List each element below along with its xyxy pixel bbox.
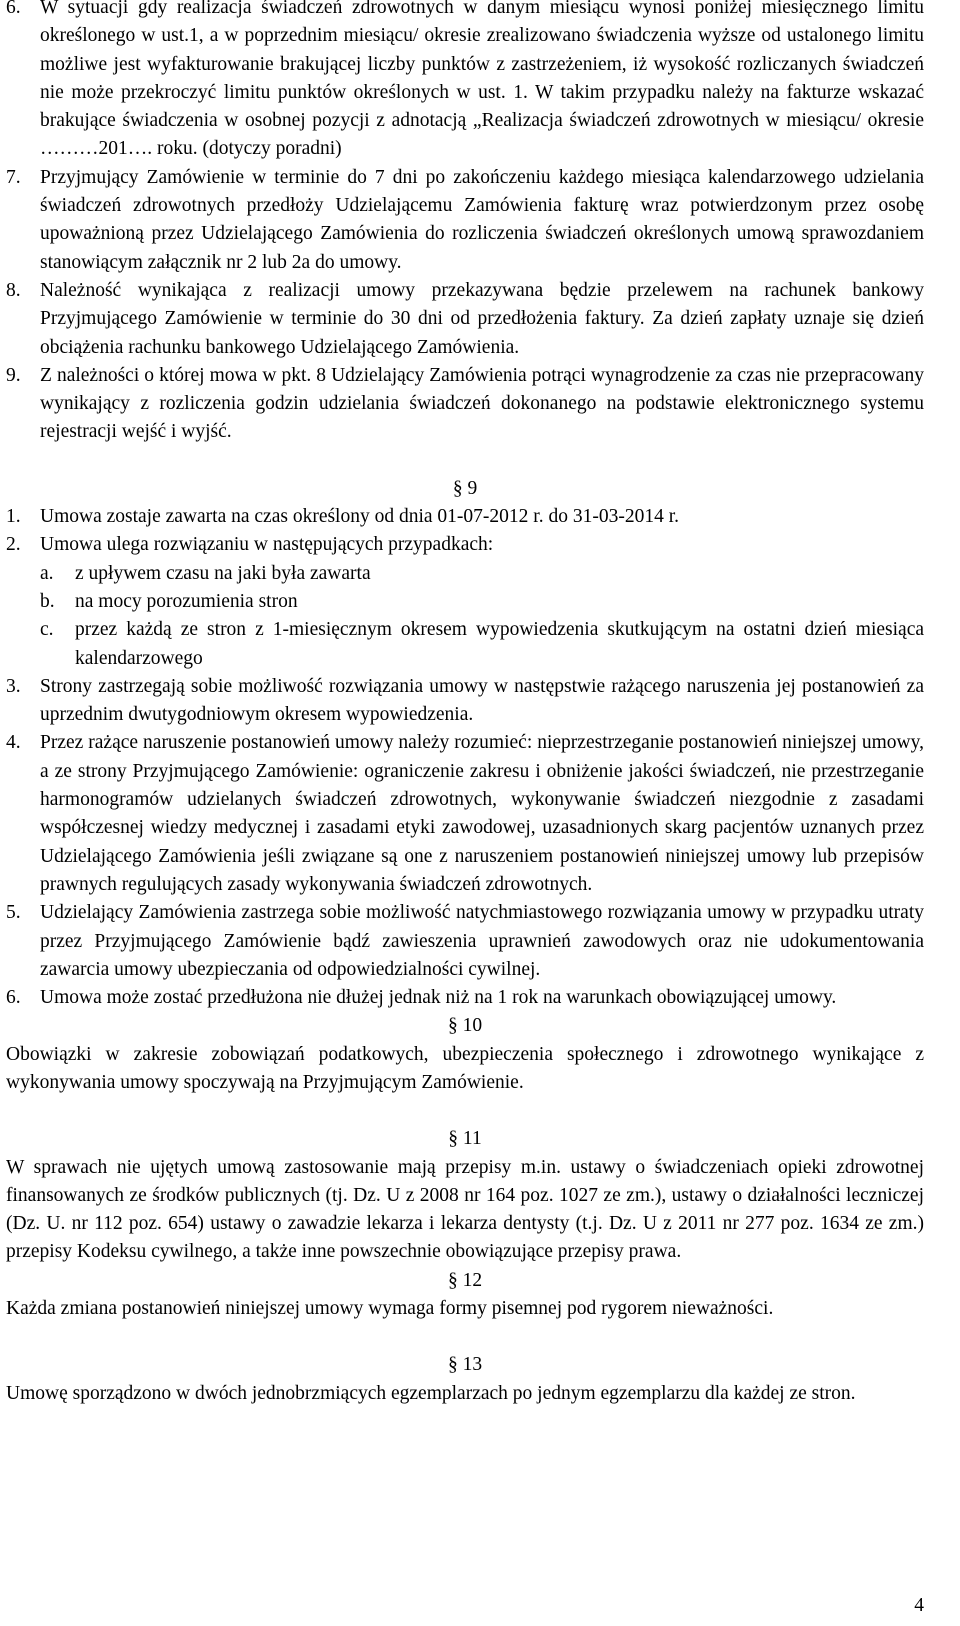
section-number: 11 [462,1128,482,1150]
section-number: 13 [462,1354,483,1376]
list-item [6,362,924,447]
sub-item-text: przez każdą ze stron z 1-miesięcznym okresem wypowiedzenia skutkującym na ostatni dzień miesiąca kalendarzowego [75,619,924,669]
sub-item-letter: b. [40,590,55,612]
list-item [6,164,924,277]
section-11-text: W sprawach nie ujętych umową zastosowanie mają przepisy m.in. ustawy o świadczeniach opieki zdrowotnej finansowanych ze środków publicznych (tj. Dz. U z 2008 nr 164 poz. 1027 ze zm.), ustawy o działalności leczniczej (Dz. U. nr 112 poz. 654) ustawy o zawadzie lekarza i lekarza dentysty (t.j. Dz. U z 2011 nr 277 poz. 1634 ze zm.) przepisy Kodeksu cywilnego, a także inne powszechnie obowiązujące przepisy prawa. [6,1156,924,1263]
sub-list-item [40,560,924,588]
sub-list-item [40,588,924,616]
item-text: Przyjmujący Zamówienie w terminie do 7 dni po zakończeniu każdego miesiąca kalendarzowego udzielania świadczeń zdrowotnych przedłoży Udzielającemu Zamówienia fakturę wraz potwierdzonym przez osobę upoważnioną przez Udzielającego Zamówienia do rozliczenia świadczeń określonych umową sprawozdaniem stanowiącym załącznik nr 2 lub 2a do umowy. [40,166,924,273]
list-item [6,984,924,1012]
spacer [6,447,924,475]
item-text: W sytuacji gdy realizacja świadczeń zdrowotnych w danym miesiącu wynosi poniżej miesięcznego limitu określonego w ust.1, a w poprzednim miesiącu/ okresie zrealizowano świadczenia wyższe od ustalonego limitu możliwe jest wyfakturowanie brakującej liczby punktów z zastrzeżeniem, iż wysokość rozliczanych świadczeń nie może przekroczyć limitu punktów określonych w ust. 1. W takim przypadku należy na fakturze wskazać brakujące świadczenia w osobnej pozycji z adnotacją „Realizacja świadczeń zdrowotnych w miesiącu/ okresie ………201…. roku. (dotyczy poradni) [40,0,924,160]
list-item [6,531,924,559]
list-item [6,673,924,730]
item-text: Z należności o której mowa w pkt. 8 Udzielający Zamówienia potrąci wynagrodzenie za czas nie przepracowany wynikający z rozliczenia godzin udzielania świadczeń dokonanego na podstawie elektronicznego systemu rejestracji wejść i wyjść. [40,364,924,443]
list-item [6,0,924,164]
page-number: 4 [914,1595,924,1616]
item-text: Udzielający Zamówienia zastrzega sobie możliwość natychmiastowego rozwiązania umowy w przypadku utraty przez Przyjmującego Zamówienie bądź zawieszenia uprawnień zawodowych oraz nie udokumentowania zawarcia umowy ubezpieczania od odpowiedzialności cywilnej. [40,902,924,980]
item-text: Umowa ulega rozwiązaniu w następujących przypadkach: [40,534,494,556]
sub-item-letter: a. [40,562,54,584]
section-number: 12 [462,1269,483,1291]
spacer [6,1323,924,1351]
item-number: 6. [6,987,21,1009]
list-item [6,729,924,899]
section-number: 9 [467,477,478,499]
list-item [6,277,924,362]
item-text: Umowa może zostać przedłużona nie dłużej jednak niż na 1 rok na warunkach obowiązującej umowy. [40,987,837,1009]
item-text: Strony zastrzegają sobie możliwość rozwiązania umowy w następstwie rażącego naruszenia jej postanowień za uprzednim dwutygodniowym okresem wypowiedzenia. [40,675,924,726]
sub-list [40,560,924,673]
section-heading-13: § 13 [447,1354,483,1376]
section-heading-11: § 11 [448,1128,482,1150]
item-text: Przez rażące naruszenie postanowień umowy należy rozumieć: nieprzestrzeganie postanowień niniejszej umowy, a ze strony Przyjmującego Zamówienie: ograniczenie zakresu i obniżenie jakości świadczeń, nie przestrzeganie harmonogramów udzielanych świadczeń zdrowotnych, wykonywanie świadczeń niezgodnie z zasadami współczesnej wiedzy medycznej i zasadami etyki zawodowej, uzasadnionych skarg pacjentów uznanych przez Udzielającego Zamówienia jeśli związane są one z naruszeniem postanowień niniejszej umowy lub przepisów prawnych regulujących zasady wykonywania świadczeń zdrowotnych. [40,732,924,895]
spacer [6,1097,924,1125]
list-item [6,503,924,531]
item-number: 3. [6,675,21,697]
sub-item-letter: c. [40,619,54,641]
section-heading-10: § 10 [447,1015,483,1037]
sub-list-item [40,616,924,673]
item-number: 1. [6,506,21,528]
document-page [6,0,924,1408]
item-number: 6. [6,0,21,18]
item-number: 4. [6,732,21,754]
section-heading-12: § 12 [447,1269,483,1291]
section-13-text: Umowę sporządzono w dwóch jednobrzmiących egzemplarzach po jednym egzemplarzu dla każdej ze stron. [6,1382,856,1404]
sub-item-text: z upływem czasu na jaki była zawarta [75,562,371,584]
item-text: Należność wynikająca z realizacji umowy przekazywana będzie przelewem na rachunek bankowy Przyjmującego Zamówienie w terminie do 30 dni od przedłożenia faktury. Za dzień zapłaty uznaje się dzień obciążenia rachunku bankowego Udzielającego Zamówienia. [40,279,924,358]
item-number: 8. [6,279,21,301]
list-item [6,899,924,984]
item-number: 9. [6,364,21,386]
item-text: Umowa zostaje zawarta na czas określony od dnia 01-07-2012 r. do 31-03-2014 r. [40,506,679,528]
sub-item-text: na mocy porozumienia stron [75,590,298,612]
item-number: 5. [6,902,21,924]
item-number: 7. [6,166,21,188]
section-heading-9: § 9 [452,477,478,499]
section-12-text: Każda zmiana postanowień niniejszej umowy wymaga formy pisemnej pod rygorem nieważności. [6,1298,774,1320]
section-10-text: Obowiązki w zakresie zobowiązań podatkowych, ubezpieczenia społecznego i zdrowotnego wynikające z wykonywania umowy spoczywają na Przyjmującym Zamówienie. [6,1043,924,1093]
section-number: 10 [462,1015,483,1037]
item-number: 2. [6,534,21,556]
